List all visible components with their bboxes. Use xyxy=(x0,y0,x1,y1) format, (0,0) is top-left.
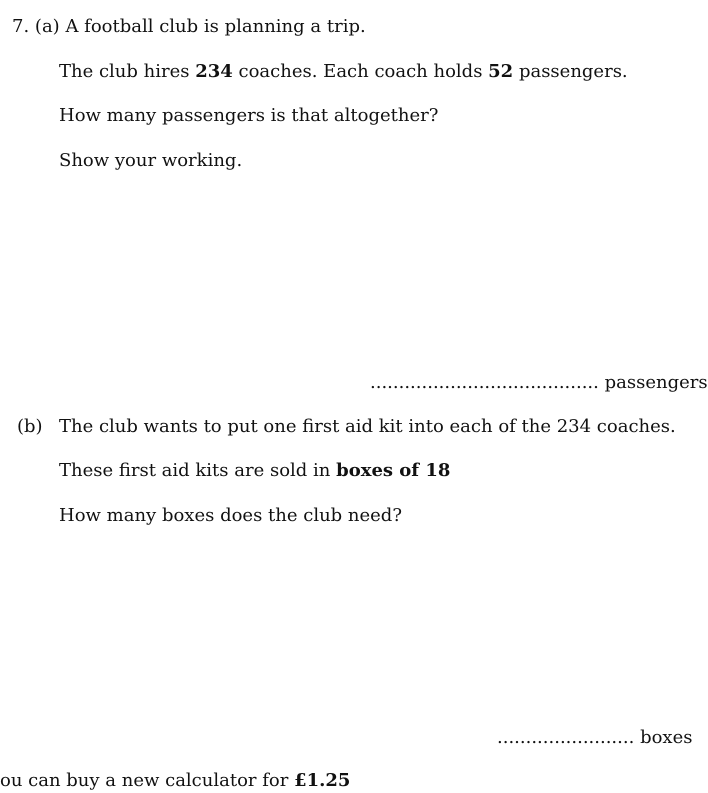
part-b-statement-2 xyxy=(59,460,450,482)
calculator-price: £1.25 xyxy=(294,770,351,791)
answer-dots[interactable]: ........................ xyxy=(497,727,635,748)
answer-dots[interactable]: ........................................ xyxy=(370,372,599,393)
part-a-text: passengers. xyxy=(513,61,628,82)
part-a-intro: A football club is planning a trip. xyxy=(65,16,366,37)
question-number: 7. xyxy=(12,16,30,37)
part-b-question: How many boxes does the club need? xyxy=(59,505,402,526)
box-size: boxes of 18 xyxy=(336,460,451,481)
next-question-text xyxy=(0,770,350,792)
next-text: ou can buy a new calculator for xyxy=(0,770,295,791)
part-b-answer-line xyxy=(497,727,692,749)
part-b-text: These first aid kits are sold in xyxy=(59,460,337,481)
passengers-per-coach: 52 xyxy=(488,61,514,82)
part-a-label: (a) xyxy=(34,16,60,37)
part-a-instruction: Show your working. xyxy=(59,150,243,171)
part-a-question: How many passengers is that altogether? xyxy=(59,105,439,126)
part-a-statement xyxy=(59,61,628,83)
coaches-number: 234 xyxy=(195,61,233,82)
part-a-answer-line xyxy=(370,372,708,394)
answer-unit: passengers xyxy=(604,372,708,393)
part-a-text: The club hires xyxy=(59,61,196,82)
part-b-label: (b) xyxy=(17,416,43,437)
part-b-statement: The club wants to put one first aid kit into each of the 234 coaches. xyxy=(59,416,676,437)
part-a-text: coaches. Each coach holds xyxy=(232,61,489,82)
answer-unit: boxes xyxy=(640,727,693,748)
question-header xyxy=(12,16,366,38)
